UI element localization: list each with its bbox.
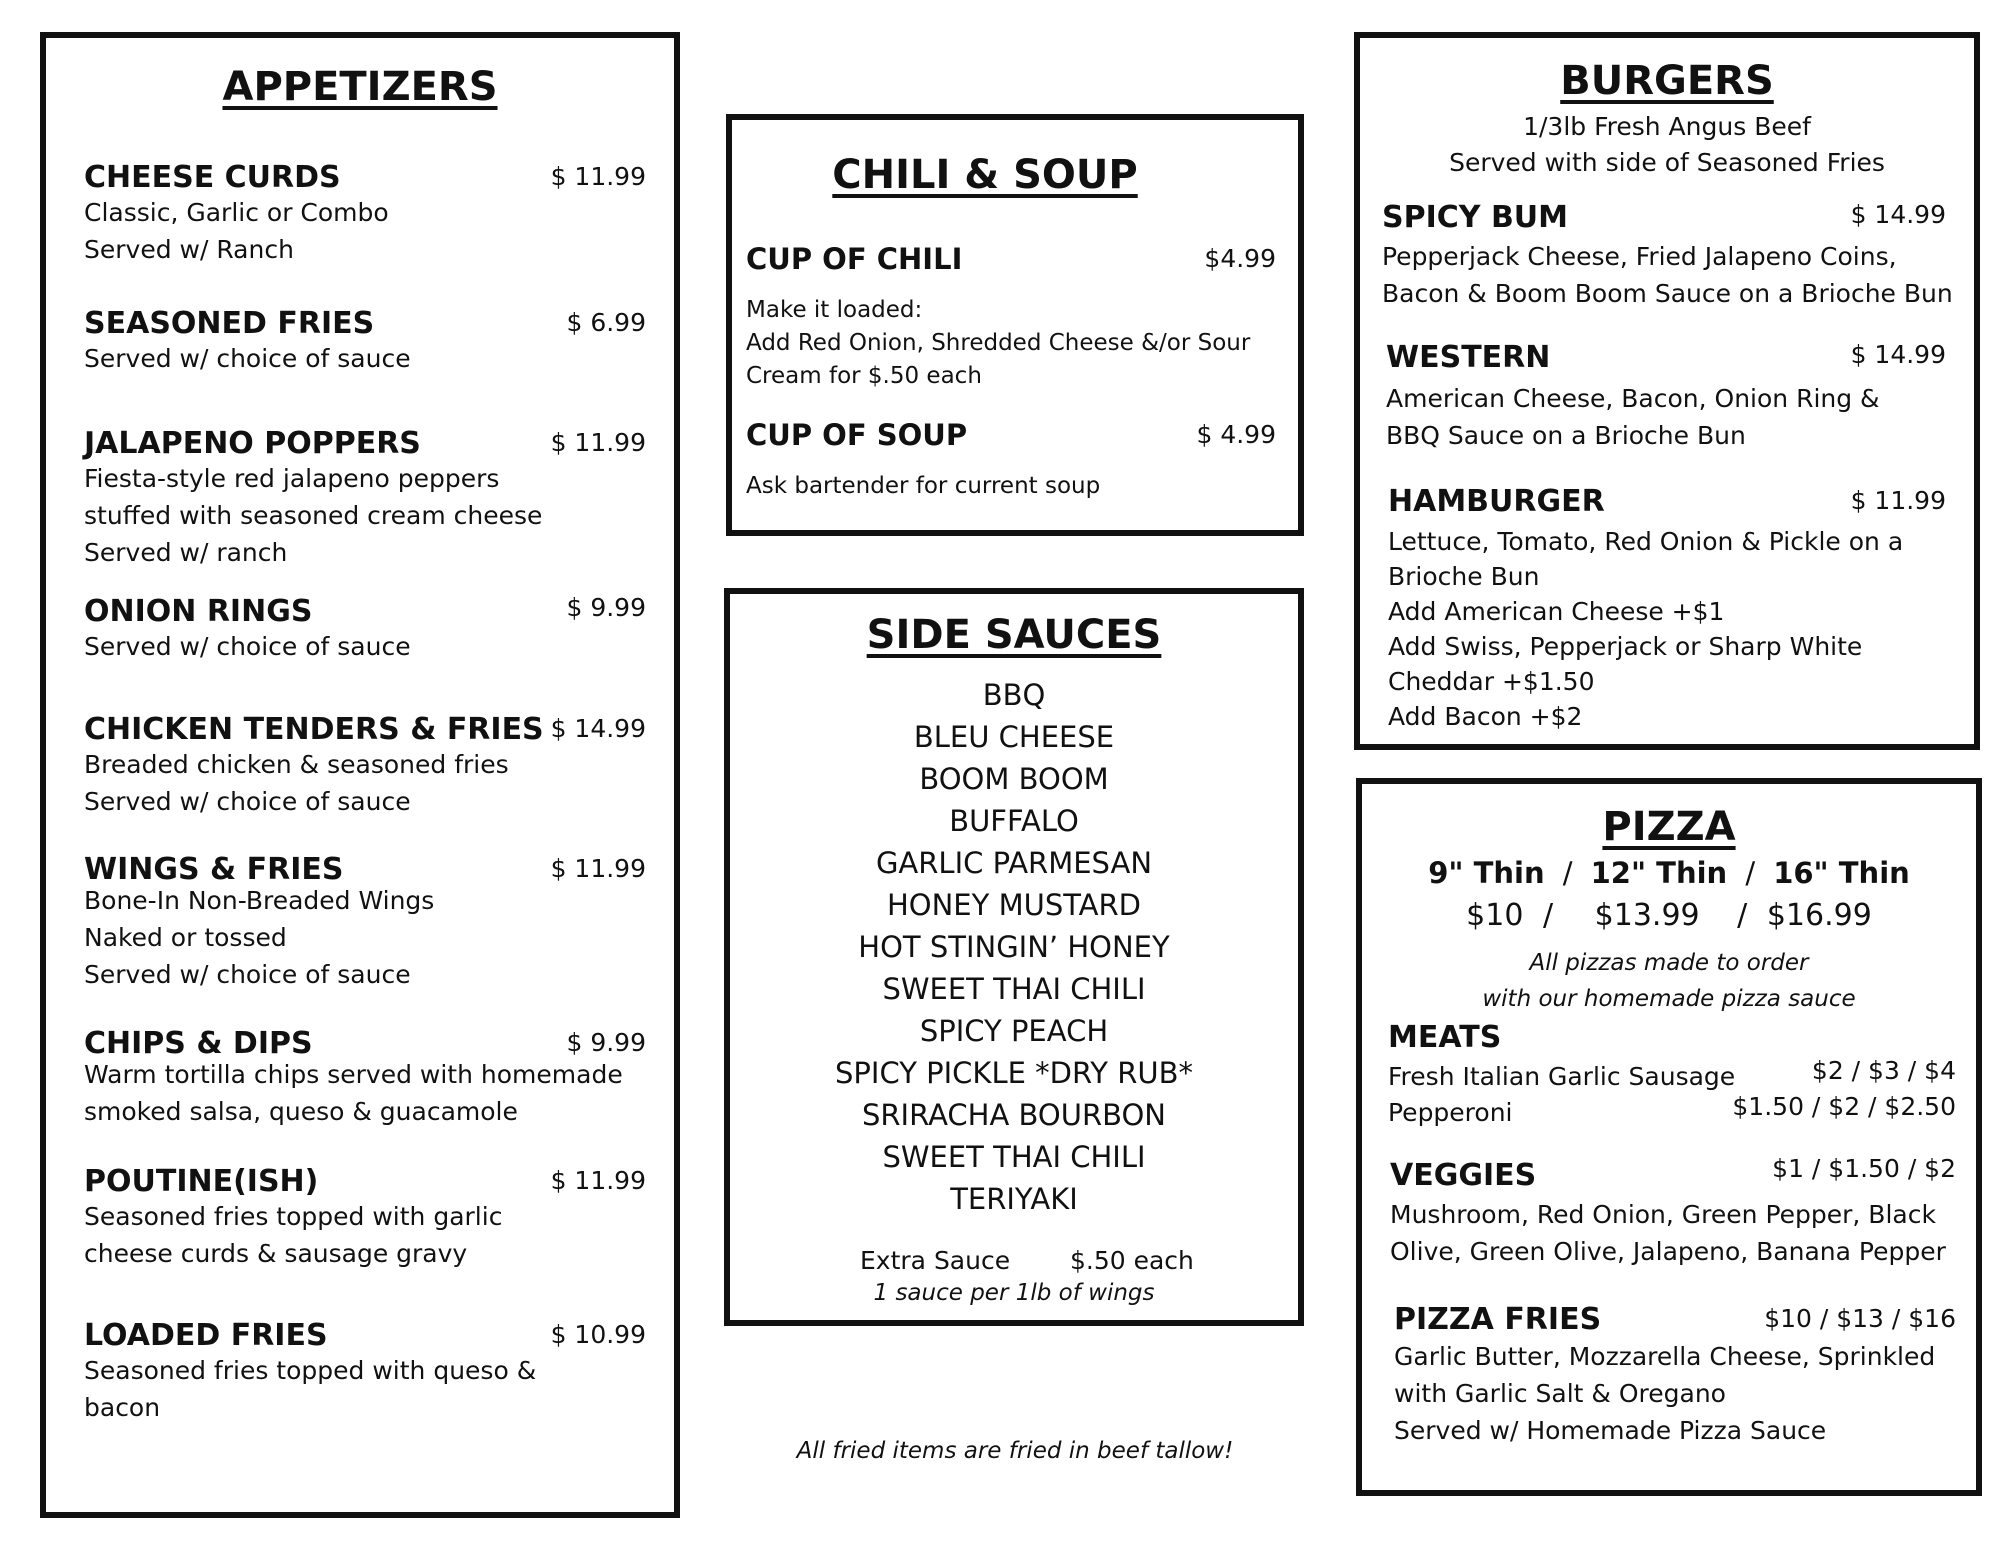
desc-line: bacon [84, 1393, 161, 1422]
menu-item-desc [84, 746, 509, 820]
pizza-size-separator: / [1745, 856, 1756, 890]
pizza-note: with our homemade pizza sauce [1482, 986, 1856, 1012]
sauce-list [730, 674, 1298, 1220]
extra-sauce-label: Extra Sauce [860, 1246, 1011, 1275]
desc-line: Brioche Bun [1388, 562, 1540, 591]
menu-item-price: $ 11.99 [1850, 486, 1946, 515]
veggies-desc [1390, 1196, 1946, 1270]
pizza-size-separator: / [1562, 856, 1573, 890]
desc-line: Naked or tossed [84, 923, 287, 952]
desc-line: Seasoned fries topped with garlic [84, 1202, 503, 1231]
menu-item-price: $ 11.99 [550, 854, 646, 883]
burgers-subtitle: 1/3lb Fresh Angus Beef [1523, 112, 1811, 141]
menu-item-name: CUP OF SOUP [746, 418, 968, 452]
topping-price: $1.50 / $2 / $2.50 [1732, 1092, 1956, 1121]
menu-item-desc [746, 294, 1250, 393]
appetizers-panel [40, 32, 680, 1518]
pizza-title: PIZZA [1602, 804, 1736, 850]
pizza-fries-heading: PIZZA FRIES [1394, 1302, 1602, 1337]
pizza-sizes [1362, 856, 1976, 890]
menu-item-price: $ 9.99 [566, 1028, 646, 1057]
desc-line: Served w/ Homemade Pizza Sauce [1394, 1416, 1827, 1445]
menu-item-name: WINGS & FRIES [84, 852, 344, 887]
desc-line: Classic, Garlic or Combo [84, 198, 389, 227]
menu-item-desc [84, 1352, 536, 1426]
desc-line: smoked salsa, queso & guacamole [84, 1097, 518, 1126]
menu-item-name: POUTINE(ISH) [84, 1164, 319, 1199]
appetizers-title: APPETIZERS [222, 64, 498, 110]
menu-item-price: $4.99 [1204, 244, 1276, 273]
pizza-price-separator: / [1737, 898, 1748, 933]
menu-item-name: SEASONED FRIES [84, 306, 375, 341]
sauce-note: 1 sauce per 1lb of wings [873, 1280, 1155, 1306]
desc-line: Add Bacon +$2 [1388, 702, 1583, 731]
desc-line: Add American Cheese +$1 [1388, 597, 1725, 626]
extra-sauce-price: $.50 each [1070, 1246, 1194, 1275]
desc-line: Breaded chicken & seasoned fries [84, 750, 509, 779]
desc-line: Add Swiss, Pepperjack or Sharp White [1388, 632, 1863, 661]
desc-line: Lettuce, Tomato, Red Onion & Pickle on a [1388, 527, 1904, 556]
pizza-size: 12" Thin [1590, 856, 1728, 890]
desc-line: Served w/ choice of sauce [84, 787, 411, 816]
sauce-item: HOT STINGIN’ HONEY [858, 930, 1170, 964]
desc-line: Add Red Onion, Shredded Cheese &/or Sour [746, 330, 1251, 356]
side-sauces-title: SIDE SAUCES [866, 612, 1162, 658]
sauce-item: BUFFALO [949, 804, 1079, 838]
sauce-item: SRIRACHA BOURBON [861, 1098, 1167, 1132]
desc-line: Mushroom, Red Onion, Green Pepper, Black [1390, 1200, 1936, 1229]
side-sauces-panel [724, 588, 1304, 1326]
sauce-item: GARLIC PARMESAN [875, 846, 1153, 880]
pizza-prices [1362, 898, 1976, 933]
menu-item-name: SPICY BUM [1382, 200, 1569, 235]
footer-note: All fried items are fried in beef tallow! [796, 1438, 1234, 1464]
desc-line: Cheddar +$1.50 [1388, 667, 1595, 696]
menu-item-price: $ 10.99 [550, 1320, 646, 1349]
menu-item-price: $ 11.99 [550, 1166, 646, 1195]
menu-item-desc [746, 470, 1100, 503]
desc-line: BBQ Sauce on a Brioche Bun [1386, 421, 1746, 450]
burgers-subtitle: Served with side of Seasoned Fries [1449, 148, 1885, 177]
pizza-panel [1356, 778, 1982, 1496]
menu-item-price: $ 14.99 [1850, 200, 1946, 229]
desc-line: Served w/ ranch [84, 538, 288, 567]
pizza-price: $16.99 [1766, 898, 1872, 933]
menu-item-price: $ 4.99 [1196, 420, 1276, 449]
menu-item-price: $ 9.99 [566, 593, 646, 622]
desc-line: Served w/ choice of sauce [84, 960, 411, 989]
pizza-price: $13.99 [1594, 898, 1700, 933]
desc-line: Served w/ choice of sauce [84, 632, 411, 661]
menu-item-name: CHEESE CURDS [84, 160, 341, 195]
desc-line: Garlic Butter, Mozzarella Cheese, Sprinkled [1394, 1342, 1936, 1371]
menu-item-desc [84, 628, 411, 665]
desc-line: Ask bartender for current soup [746, 473, 1101, 499]
desc-line: American Cheese, Bacon, Onion Ring & [1386, 384, 1880, 413]
menu-item-name: HAMBURGER [1388, 484, 1605, 519]
desc-line: Bone-In Non-Breaded Wings [84, 886, 435, 915]
sauce-item: HONEY MUSTARD [886, 888, 1142, 922]
menu-item-desc [1382, 238, 1953, 312]
desc-line: Pepperjack Cheese, Fried Jalapeno Coins, [1382, 242, 1897, 271]
desc-line: Served w/ Ranch [84, 235, 294, 264]
chili-soup-title: CHILI & SOUP [832, 152, 1138, 198]
sauce-item: BLEU CHEESE [913, 720, 1115, 754]
menu-item-price: $ 14.99 [550, 714, 646, 743]
desc-line: Cream for $.50 each [746, 363, 982, 389]
veggies-price: $1 / $1.50 / $2 [1772, 1154, 1956, 1183]
menu-item-name: LOADED FRIES [84, 1318, 328, 1353]
pizza-fries-price: $10 / $13 / $16 [1764, 1304, 1956, 1333]
menu-item-desc [1388, 524, 1903, 734]
menu-item-desc [84, 460, 542, 571]
desc-line: Olive, Green Olive, Jalapeno, Banana Pepper [1390, 1237, 1946, 1266]
topping-price: $2 / $3 / $4 [1811, 1056, 1956, 1085]
pizza-fries-desc [1394, 1338, 1935, 1449]
burgers-title: BURGERS [1560, 58, 1774, 104]
pizza-price: $10 [1466, 898, 1524, 933]
menu-item-name: WESTERN [1386, 340, 1551, 375]
sauce-item: SPICY PEACH [919, 1014, 1109, 1048]
veggies-heading: VEGGIES [1390, 1158, 1537, 1193]
menu-item-name: CHIPS & DIPS [84, 1026, 313, 1061]
desc-line: with Garlic Salt & Oregano [1394, 1379, 1726, 1408]
pizza-size: 16" Thin [1773, 856, 1910, 890]
menu-item-desc [84, 1198, 502, 1272]
pizza-size: 9" Thin [1428, 856, 1545, 890]
desc-line: Bacon & Boom Boom Sauce on a Brioche Bun [1382, 279, 1953, 308]
desc-line: Served w/ choice of sauce [84, 344, 411, 373]
menu-item-price: $ 11.99 [550, 428, 646, 457]
sauce-item: TERIYAKI [950, 1182, 1078, 1216]
desc-line: stuffed with seasoned cream cheese [84, 501, 543, 530]
pizza-note: All pizzas made to order [1529, 950, 1809, 976]
desc-line: Make it loaded: [746, 297, 923, 323]
pizza-price-separator: / [1542, 898, 1554, 933]
sauce-item: BBQ [982, 678, 1046, 712]
menu-item-desc [84, 882, 434, 993]
sauce-item: SWEET THAI CHILI [882, 1140, 1146, 1174]
sauce-item: SWEET THAI CHILI [882, 972, 1146, 1006]
chili-soup-panel [726, 114, 1304, 536]
desc-line: Fiesta-style red jalapeno peppers [84, 464, 500, 493]
topping-name: Pepperoni [1388, 1098, 1513, 1127]
menu-item-desc [84, 1056, 623, 1130]
menu-item-price: $ 14.99 [1850, 340, 1946, 369]
desc-line: Seasoned fries topped with queso & [84, 1356, 537, 1385]
topping-name: Fresh Italian Garlic Sausage [1388, 1062, 1736, 1091]
meats-heading: MEATS [1388, 1020, 1502, 1055]
sauce-item: BOOM BOOM [919, 762, 1109, 796]
menu-item-name: ONION RINGS [84, 594, 313, 629]
menu-item-price: $ 6.99 [566, 308, 646, 337]
menu-item-name: CUP OF CHILI [746, 242, 963, 276]
menu-item-price: $ 11.99 [550, 162, 646, 191]
menu-item-desc [84, 340, 411, 377]
sauce-item: SPICY PICKLE *DRY RUB* [835, 1056, 1193, 1090]
menu-item-desc [84, 194, 389, 268]
menu-item-desc [1386, 380, 1880, 454]
desc-line: cheese curds & sausage gravy [84, 1239, 468, 1268]
burgers-panel [1354, 32, 1980, 750]
menu-item-name: CHICKEN TENDERS & FRIES [84, 712, 544, 747]
menu-item-name: JALAPENO POPPERS [84, 426, 421, 461]
desc-line: Warm tortilla chips served with homemade [84, 1060, 623, 1089]
